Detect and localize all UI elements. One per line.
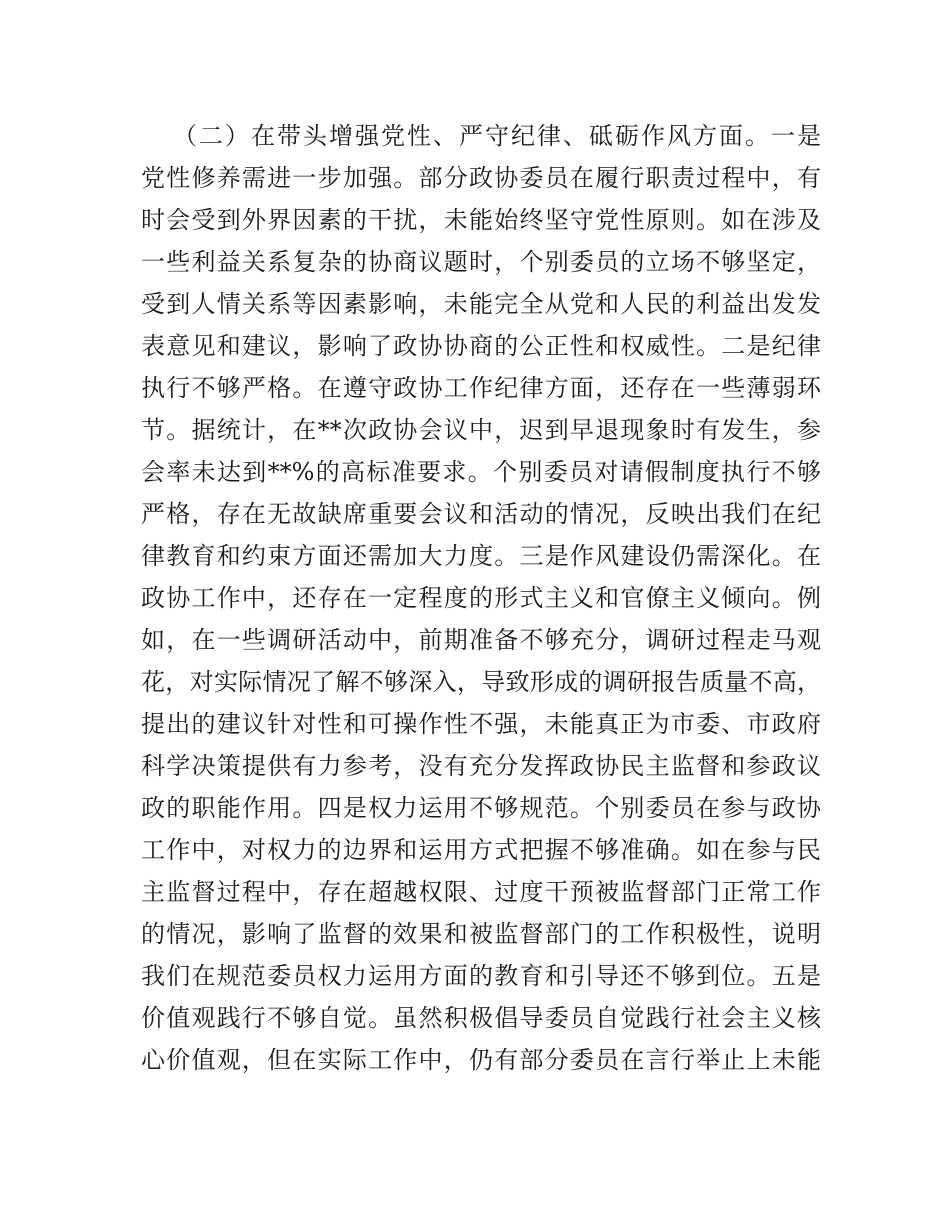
paragraph-line: 节。据统计，在**次政协会议中，迟到早退现象时有发生，参: [141, 416, 821, 444]
paragraph-line: 价值观践行不够自觉。虽然积极倡导委员自觉践行社会主义核: [141, 1004, 821, 1032]
paragraph-line: 一些利益关系复杂的协商议题时，个别委员的立场不够坚定，: [141, 248, 821, 276]
paragraph-line: 主监督过程中，存在超越权限、过度干预被监督部门正常工作: [141, 878, 821, 906]
paragraph-line: 我们在规范委员权力运用方面的教育和引导还不够到位。五是: [141, 962, 821, 990]
paragraph-line: 律教育和约束方面还需加大力度。三是作风建设仍需深化。在: [141, 542, 821, 570]
paragraph-line: 执行不够严格。在遵守政协工作纪律方面，还存在一些薄弱环: [141, 374, 821, 402]
paragraph-line: 提出的建议针对性和可操作性不强，未能真正为市委、市政府: [141, 710, 821, 738]
paragraph-line: 工作中，对权力的边界和运用方式把握不够准确。如在参与民: [141, 836, 821, 864]
paragraph-line: 的情况，影响了监督的效果和被监督部门的工作积极性，说明: [141, 920, 821, 948]
paragraph-line: 表意见和建议，影响了政协协商的公正性和权威性。二是纪律: [141, 332, 821, 360]
paragraph-line: 党性修养需进一步加强。部分政协委员在履行职责过程中，有: [141, 164, 821, 192]
paragraph-line: （二）在带头增强党性、严守纪律、砥砺作风方面。一是: [173, 122, 821, 150]
paragraph-line: 政的职能作用。四是权力运用不够规范。个别委员在参与政协: [141, 794, 821, 822]
paragraph-line: 会率未达到**%的高标准要求。个别委员对请假制度执行不够: [141, 458, 821, 486]
paragraph-line: 政协工作中，还存在一定程度的形式主义和官僚主义倾向。例: [141, 584, 821, 612]
paragraph-line: 科学决策提供有力参考，没有充分发挥政协民主监督和参政议: [141, 752, 821, 780]
paragraph-line: 花，对实际情况了解不够深入，导致形成的调研报告质量不高，: [141, 668, 821, 696]
paragraph-line: 时会受到外界因素的干扰，未能始终坚守党性原则。如在涉及: [141, 206, 821, 234]
paragraph-line: 心价值观，但在实际工作中，仍有部分委员在言行举止上未能: [141, 1046, 821, 1074]
paragraph-line: 受到人情关系等因素影响，未能完全从党和人民的利益出发发: [141, 290, 821, 318]
paragraph-line: 严格，存在无故缺席重要会议和活动的情况，反映出我们在纪: [141, 500, 821, 528]
paragraph-line: 如，在一些调研活动中，前期准备不够充分，调研过程走马观: [141, 626, 821, 654]
